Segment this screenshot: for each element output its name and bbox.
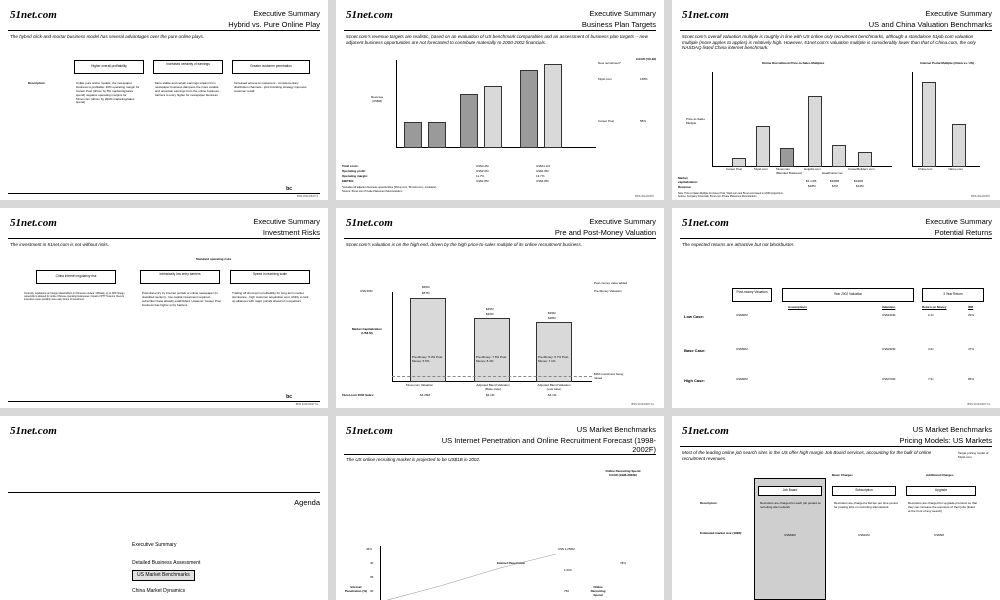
bar-label: $45M [486, 307, 494, 311]
metric-value: US$11.1M [536, 164, 550, 168]
valuation-bar [410, 298, 446, 382]
bain-logo: bc [286, 186, 292, 192]
case-post-money: US$60M [736, 377, 748, 381]
cagr-value: 58% [640, 119, 647, 123]
group-header: Basic Charges [832, 473, 853, 477]
slide-pricing-models[interactable] [672, 416, 1000, 600]
section-label: Executive Summary [589, 217, 656, 226]
slide-agenda[interactable] [0, 416, 328, 600]
slide-subtitle: The hybrid click-and-mortar business model has several advantages over the pure online plays. [10, 34, 205, 39]
slide-hybrid-vs-pure[interactable] [0, 0, 328, 200]
title-rule [8, 30, 320, 31]
column-header: Higher overall profitability [74, 60, 144, 74]
bar-label: $57M [422, 291, 430, 295]
multiple-bar [756, 126, 770, 167]
pricing-description: Recruiters are charged a flat fee per time period for posting jobs on recruiting site/network [834, 501, 898, 509]
category-label: Career Post [726, 167, 743, 171]
footnote: *Includes all adjacent business opportunities (51buy.com, 51cross.com, incubator) [342, 186, 437, 189]
metric-label: Operating margin: [342, 174, 369, 178]
page-number: BNS 2011/03/07 11 [295, 403, 318, 406]
metric-value: US$1.8M [536, 169, 549, 173]
slide-business-plan-targets[interactable] [336, 0, 664, 200]
revenue-bar [484, 86, 502, 148]
section-label: Executive Summary [925, 217, 992, 226]
category-label: Adjusted Blend Valuation (Low case) [537, 383, 571, 391]
row-label: Description: [28, 81, 46, 85]
axis-top: US$ 60M [360, 289, 373, 293]
category-label: CareerBuilders.com [848, 167, 875, 171]
case-irr: 29% [968, 313, 975, 317]
slide-subtitle: The expected returns are attractive but not blockbuster. [682, 242, 795, 247]
column-header: Subscription [832, 486, 896, 496]
company-logo: 51net.com [346, 9, 393, 21]
column-header: Post-money Valuation [732, 288, 772, 302]
case-valuation: US$479M [882, 377, 896, 381]
sub-header: IRR [968, 305, 974, 309]
row-label: Description: [700, 501, 718, 505]
bar-annotation: Pre-Money: 5.3% Post-Money: 5.5% [412, 355, 444, 363]
multiple-bar [858, 152, 872, 167]
category-label: 51net.com Valuation [406, 383, 434, 387]
cagr-header: CAGR ('00-02) [636, 57, 657, 61]
cagr-value: 78% [620, 561, 627, 565]
multiple-bar [922, 82, 936, 167]
axis-label: Revenue (US$M) [370, 95, 383, 103]
group-header: Additional Charges [926, 473, 954, 477]
column-header: Upgrade [906, 486, 976, 496]
case-return: 3.6x [928, 347, 934, 351]
page-number: BNS 2011/03/07 [971, 195, 990, 198]
mcap-value: $1.1/1B [806, 179, 817, 183]
slide-title: Pre and Post-Money Valuation [554, 228, 656, 237]
title-rule [8, 492, 320, 493]
penetration-line [380, 546, 556, 600]
right-tick: 750 [564, 589, 570, 593]
legend-item: Target pricing model of 51job.com [958, 451, 989, 459]
category-label: Hotjobs.com [804, 167, 821, 171]
pricing-description: Recruiters are charged for upgrade premium so that they can increase the exposure of their jobs (listed at the front of any search) [908, 501, 978, 513]
slide-pre-post-money[interactable] [336, 208, 664, 408]
legend-item: Pre-Money Valuation [594, 289, 622, 293]
slide-title: Hybrid vs. Pure Online Play [228, 20, 320, 29]
column-header: Year 2002 Valuation [782, 288, 914, 302]
sub-header: Assumptions [788, 305, 808, 309]
pricing-description: Recruiters are charged for each job posted on recruiting site/ network [760, 501, 822, 509]
section-label: US Market Benchmarks [912, 425, 992, 434]
case-valuation: US$230M [882, 347, 896, 351]
valuation-bar [536, 322, 572, 382]
multiple-bar [780, 148, 794, 167]
series-label: Internet Penetration [496, 561, 526, 565]
legend-item: New recruitment* [598, 61, 622, 65]
risk-description: Potential entry by internet portals or online newspaper (in classified section) - low capital investment required - subscriber base already established. However, Career Post business has higher entry barriers [142, 291, 221, 307]
column-header: 3 Year Return [922, 288, 984, 302]
market-size: US$10M [858, 533, 870, 537]
bar-annotation: Pre-Money: 7.5% Post-Money: 8.4% [476, 355, 508, 363]
metric-value: US$4.4M [476, 164, 489, 168]
description-cell: More stable and certain earnings stream from newspaper business dampens the more volatile and uncertain earnings from the online business - barriers to entry higher for newspaper business [155, 81, 221, 97]
metric-label: Total costs: [342, 164, 359, 168]
multiple-bar [808, 96, 822, 167]
agenda-item-current[interactable]: US Market Benchmarks [132, 570, 195, 581]
agenda-item[interactable]: Executive Summary [132, 542, 177, 548]
bain-logo: bc [286, 394, 292, 400]
revenue-bar [428, 122, 446, 148]
title-rule [8, 238, 320, 239]
cagr-value: 158% [640, 77, 648, 81]
right-tick: 1,000 [564, 568, 572, 572]
footnote: Note: Price-to-Sales Multiple for Career Post, 51job.com and 51net.com based on 2000 projections. [678, 192, 784, 195]
category-label: 51net.com (Blended Business) [776, 167, 803, 175]
revenue-bar [460, 94, 478, 148]
slide-title: Pricing Models: US Markets [899, 436, 992, 445]
bar-annotation: Pre-Money: 6.7% Post-Money: 7.1% [538, 355, 570, 363]
section-label: US Market Benchmarks [576, 425, 656, 434]
revenue-bar [404, 122, 422, 148]
slide-investment-risks[interactable] [0, 208, 328, 408]
row-label: 51net.com 2000 Sales: [342, 393, 375, 397]
revenue-bar [544, 64, 562, 148]
company-logo: 51net.com [10, 425, 57, 437]
chart-title: Internet Portal Multiple (China vs. US) [920, 61, 974, 65]
y-tick: 30 [370, 589, 374, 593]
revenue-value: $14M [856, 184, 864, 188]
bar-label: $60M [422, 285, 430, 289]
cagr-header: Online Recruiting Spend CAGR (1998-2002E) [605, 469, 641, 477]
mcap-value: $190M [854, 179, 864, 183]
column-header: Speed in reaching scale [230, 270, 310, 284]
group-header: Standard operating risks [196, 257, 232, 261]
case-label: Base Case: [684, 348, 706, 353]
category-label: 51job.com [754, 167, 768, 171]
case-label: Low Case: [684, 314, 705, 319]
slide-subtitle: Most of the leading online job search sites in the US offer high margin Job Board services, accounting for the bulk of online recruitment revenues. [682, 450, 932, 461]
case-return: 7.5x [928, 377, 934, 381]
bar-label: $40M [486, 312, 494, 316]
company-logo: 51net.com [682, 217, 729, 229]
row-label: Estimated market size (1998): [700, 531, 743, 535]
description-cell: Unlike pure online models, the newspaper business is profitable: 46% operating margin for Career Post (driven by 5% marketing/sales spend) negative operating margins for 51net.com (driven by 203% marketing/sales spend) [76, 81, 140, 105]
multiple-bar [732, 158, 746, 167]
row-value: $4.1M [548, 393, 557, 397]
slide-potential-returns[interactable] [672, 208, 1000, 408]
bar-label: $39M [548, 311, 556, 315]
risk-description: Currently, regulations on foreign shareholders in China are unclear. Officially, up to 49% foreign ownership is allowed for online Chinese operating businesses. Impact of PTT Telecom. Recent incentives mean possibly more easy forms of investment. [24, 292, 125, 302]
risk-description: Trading off short-term profitability for long-term market dominance - high customer acquisition cost. Ability to lock up alliances with major portals ahead of competitors [232, 291, 309, 303]
multiple-bar [952, 124, 966, 167]
legend-item: 51job.com [598, 77, 612, 81]
company-logo: 51net.com [346, 217, 393, 229]
metric-value: US$1.8M [536, 179, 549, 183]
legend-item: Career Post [598, 119, 615, 123]
case-post-money: US$60M [736, 347, 748, 351]
row-value: $4.1M [486, 393, 495, 397]
case-irr: 47% [968, 347, 975, 351]
series-label: Online Recruiting Spend [590, 585, 606, 597]
category-label: Headhunter.net [822, 171, 843, 175]
slide-subtitle: 51net.com's overall valuation multiple is roughly in line with US online only recruitment benchmarks, although a standalone 51job.com valuation multiple (more apples to apples) is relatively high. However, 51net.com's valuation multiple is considerably lower than that of China.com, the only NASDAQ listed China internet benchmark. [682, 34, 976, 51]
agenda-item[interactable]: Detailed Business Assessment [132, 560, 201, 566]
source-note: Source: 51net.com Private Placement Memorandum [342, 190, 403, 193]
source-note: Source: Company Financials; 51net.com Private Placement Memorandum [678, 195, 757, 198]
title-rule [344, 454, 656, 455]
case-return: 2.2x [928, 313, 934, 317]
title-rule [680, 446, 992, 447]
title-rule [680, 30, 992, 31]
slide-title: Business Plan Targets [581, 20, 656, 29]
metric-label: Operating profit: [342, 169, 366, 173]
company-logo: 51net.com [10, 217, 57, 229]
case-irr: 95% [968, 377, 975, 381]
section-label: Executive Summary [589, 9, 656, 18]
company-logo: 51net.com [10, 9, 57, 21]
company-logo: 51net.com [346, 425, 393, 437]
slide-us-penetration[interactable] [336, 416, 664, 600]
title-rule [680, 238, 992, 239]
chart-title: Online Recruitment Price-to-Sales Multiples [762, 61, 825, 65]
category-label: Adjusted Blend Valuation (Base case) [476, 383, 510, 391]
page-number: BNS 2011/03/07 [635, 195, 654, 198]
title-rule [344, 30, 656, 31]
mcap-value: $168M [830, 179, 840, 183]
right-tick: US$ 1,250M [558, 547, 575, 551]
company-logo: 51net.com [682, 425, 729, 437]
slide-title: Agenda [294, 498, 320, 507]
revenue-value: $18M [808, 184, 816, 188]
column-header: Greater customer penetration [232, 60, 310, 74]
section-label: Executive Summary [253, 217, 320, 226]
metric-value: 11.7% [476, 174, 485, 178]
slide-subtitle: The investment in 51net.com is not without risks. [10, 242, 110, 247]
metric-value: 13.7% [536, 174, 545, 178]
slide-subtitle: 51net.com's valuation is on the high end, driven by the high price-to-sales multiple of its online recruitment business. [346, 242, 583, 247]
section-label: Executive Summary [253, 9, 320, 18]
metric-label: EBITDA: [342, 179, 355, 183]
slide-title: Investment Risks [262, 228, 320, 237]
slide-valuation-benchmarks[interactable] [672, 0, 1000, 200]
legend-item: Post-money value added [594, 281, 628, 285]
slide-subtitle: 51net.com's revenue targets are realistic, based on an evaluation of US benchmark comparables and an assessment of business plan targets -- new adjacent business opportunities are not forecasted to contribute materially to 2000-2002 financials. [346, 34, 648, 45]
revenue-value: $7M [832, 184, 838, 188]
slide-subtitle: The US online recruiting market is projected to be US$1B in 2002. [346, 457, 481, 462]
axis-label: Internet Penetration (%) [344, 585, 367, 593]
column-header: China internet regulatory risk [36, 270, 116, 284]
investment-note: $3M investment being raised [594, 372, 624, 380]
target-model-highlight [754, 478, 826, 600]
y-tick: 40 [370, 561, 374, 565]
description-cell: Increased access to customers - complementary distribution channels - joint branding strategy improves customer recall [234, 81, 307, 93]
case-valuation: US$150M [882, 313, 896, 317]
row-value: $4.28M [420, 393, 431, 397]
column-header: Job Board [758, 486, 822, 496]
revenue-bar [520, 70, 538, 148]
investment-line [392, 376, 592, 377]
market-size: US$63M [784, 533, 796, 537]
section-label: Executive Summary [925, 9, 992, 18]
case-post-money: US$60M [736, 313, 748, 317]
metric-value: US$2.0M [476, 169, 489, 173]
multiple-bar [832, 145, 846, 167]
page-number: BNS 2011/03/07 12 [631, 403, 654, 406]
sub-header: Valuation [882, 305, 896, 309]
row-label: Market capitalization: [678, 176, 699, 184]
valuation-bar [474, 318, 510, 382]
slide-title: Potential Returns [934, 228, 992, 237]
column-header: Intrinsically low entry barriers [140, 270, 220, 284]
market-size: US$5M [934, 533, 945, 537]
category-label: Yahoo.com [948, 167, 963, 171]
case-label: High Case: [684, 378, 705, 383]
company-logo: 51net.com [682, 9, 729, 21]
slide-title: US and China Valuation Benchmarks [868, 20, 992, 29]
sub-header: Return on Money [922, 305, 947, 309]
slide-title: US Internet Penetration and Online Recruitment Forecast (1998-2002F) [441, 436, 656, 454]
footer-rule [8, 401, 320, 402]
y-tick: 35 [370, 575, 374, 579]
column-header: Increased certainty of earnings [153, 60, 223, 74]
y-tick: 45% [366, 547, 373, 551]
page-number: BNS 2011/03/07 9 [296, 195, 318, 198]
title-rule [344, 238, 656, 239]
page-number: BNS 2011/03/07 13 [967, 403, 990, 406]
metric-value: US$1.8M [476, 179, 489, 183]
bar-label: $38M [548, 316, 556, 320]
axis-label: Price-to-Sales Multiple [686, 117, 705, 125]
footer-rule [8, 193, 320, 194]
category-label: China.com [918, 167, 933, 171]
agenda-item[interactable]: China Market Dynamics [132, 588, 186, 594]
row-label: Revenue: [678, 185, 692, 189]
axis-label: Market Capitalization (US$ M) [351, 327, 382, 335]
